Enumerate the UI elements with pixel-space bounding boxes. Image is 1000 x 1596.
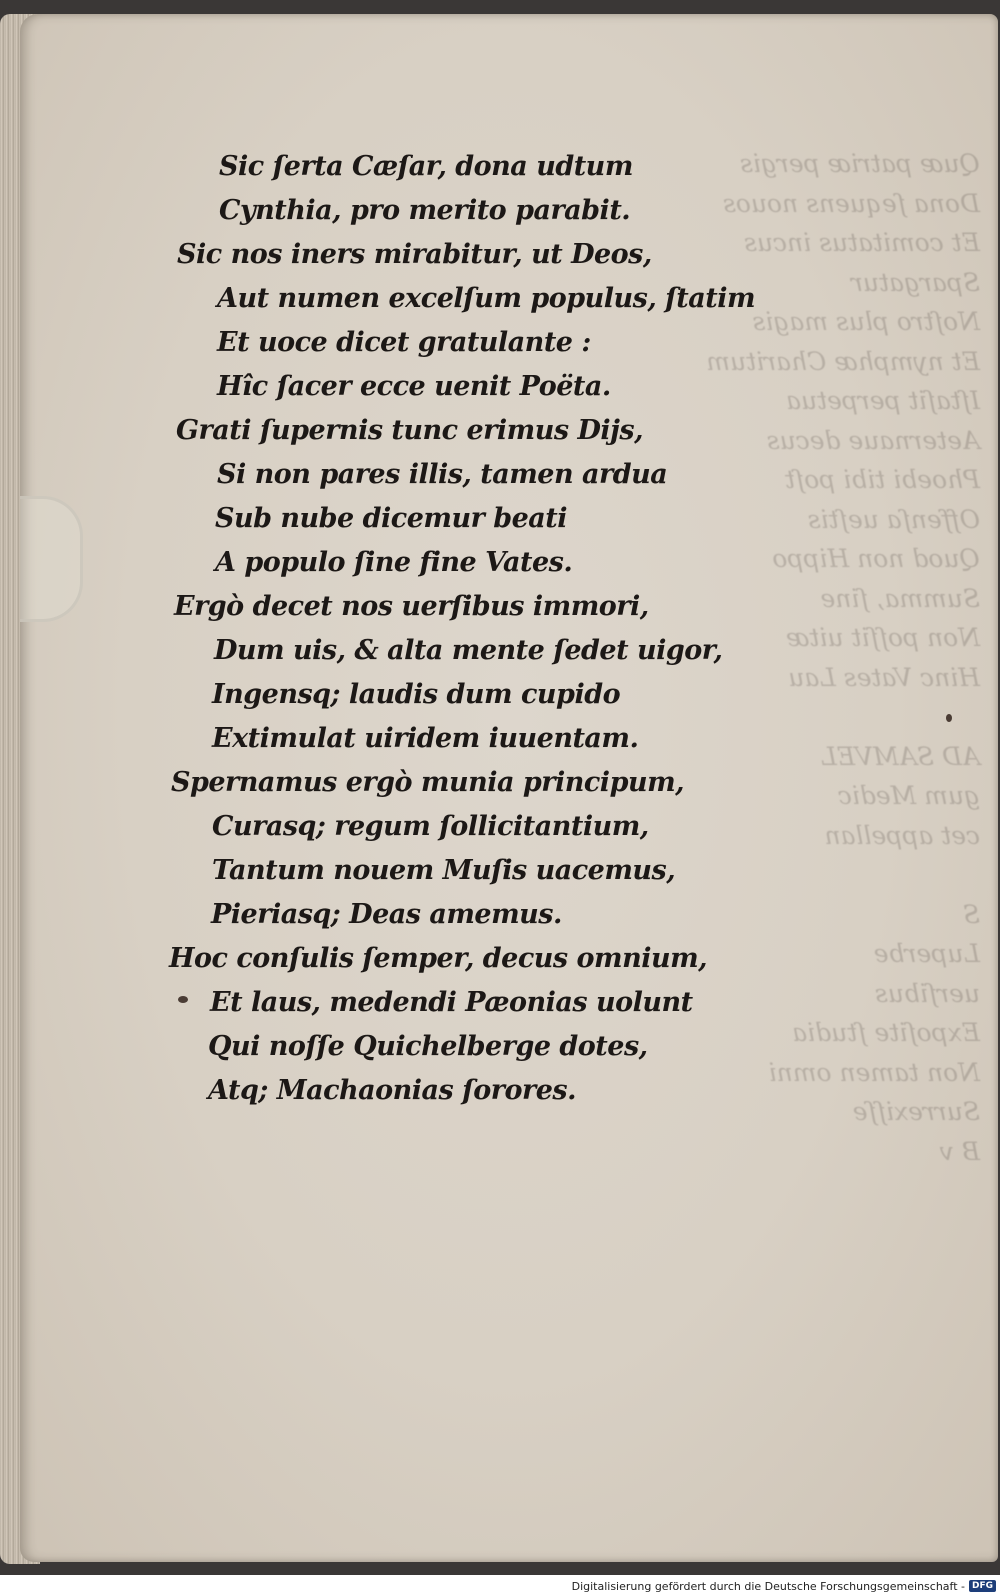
poem-line: Aut numen excelſum populus, ſtatim <box>217 283 756 314</box>
show-through-line: Iſtaſit perpetua <box>786 386 980 415</box>
poem-line: Et uoce dicet gratulante : <box>217 327 591 358</box>
show-through-line: Non tamen omni <box>768 1057 980 1087</box>
ink-spot <box>946 714 952 722</box>
poem-line: Grati ſupernis tunc erimus Dijs, <box>176 415 643 446</box>
show-through-line: Et comitatus incus <box>744 228 980 257</box>
show-through-line: uerſibus <box>874 978 980 1008</box>
poem-text <box>20 14 998 1562</box>
show-through-line: cet appellan <box>824 820 980 850</box>
show-through-line: Hinc Vates Lau <box>788 662 980 692</box>
show-through-line: Et nymphæ Charitum <box>706 346 980 376</box>
poem-line: Sub nube dicemur beati <box>215 503 567 534</box>
show-through-line: S <box>962 899 980 929</box>
poem-line: A populo ſine fine Vates. <box>215 547 573 578</box>
poem-line: Sic nos iners mirabitur, ut Deos, <box>177 239 652 270</box>
poem-line: Dum uis, & alta mente ſedet uigor, <box>214 635 723 666</box>
show-through-line: Phoebi tibi poſt <box>784 465 980 494</box>
digitization-credit <box>572 1577 996 1595</box>
poem-line: Et laus, medendi Pæonias uolunt <box>210 987 693 1018</box>
show-through-line: Offenſa ueſtis <box>807 504 980 534</box>
show-through-line: Summa, ſine <box>820 583 980 613</box>
show-through-line: Surrexiſſe <box>852 1097 980 1126</box>
poem-line: Qui noſſe Quichelberge dotes, <box>208 1031 648 1062</box>
show-through-line: Aeternaue decus <box>766 425 980 455</box>
show-through-line: Quod non Hippo <box>772 544 980 573</box>
poem-line: Pieriasq; Deas amemus. <box>211 899 562 930</box>
poem-line: Extimulat uiridem iuuentam. <box>212 723 639 754</box>
book-page <box>20 14 998 1562</box>
poem-line: Curasq; regum ſollicitantium, <box>212 811 649 842</box>
show-through-line: Dona ſequens nouos <box>722 188 980 218</box>
show-through-line: Non poſſit uitæ <box>785 623 980 652</box>
credit-text: Digitalisierung gefördert durch die Deutsche Forschungsgemeinschaft - <box>571 1579 965 1593</box>
dfg-logo: DFG <box>969 1580 996 1592</box>
poem-line: Hîc ſacer ecce uenit Poëta. <box>217 371 611 402</box>
show-through-line: Noſtro plus magis <box>752 307 980 336</box>
show-through-line: AD SAMVEL <box>820 741 980 771</box>
show-through-line: Expoſite ſtudia <box>792 1018 980 1047</box>
show-through-line: Quæ patriæ pergis <box>740 149 980 178</box>
poem-line: Ingensq; laudis dum cupido <box>212 679 621 710</box>
show-through-line: gum Medic <box>837 781 980 810</box>
poem-line: Si non pares illis, tamen ardua <box>217 459 668 490</box>
poem-line: Cynthia, pro merito parabit. <box>219 195 631 226</box>
poem-line: Sic ſerta Cæſar, dona udtum <box>219 151 633 182</box>
ink-spot <box>178 996 188 1003</box>
poem-line: Hoc conſulis ſemper, decus omnium, <box>169 943 708 974</box>
poem-line: Tantum nouem Muſis uacemus, <box>212 855 676 886</box>
poem-line: Atq; Machaonias ſorores. <box>208 1075 576 1106</box>
poem-line: Spernamus ergò munia principum, <box>171 767 685 798</box>
poem-line: Ergò decet nos uerſibus immori, <box>174 591 649 622</box>
show-through-line: Spargatur <box>851 267 980 297</box>
show-through-line: B v <box>939 1136 980 1166</box>
show-through-line: Luperbe <box>873 939 980 968</box>
